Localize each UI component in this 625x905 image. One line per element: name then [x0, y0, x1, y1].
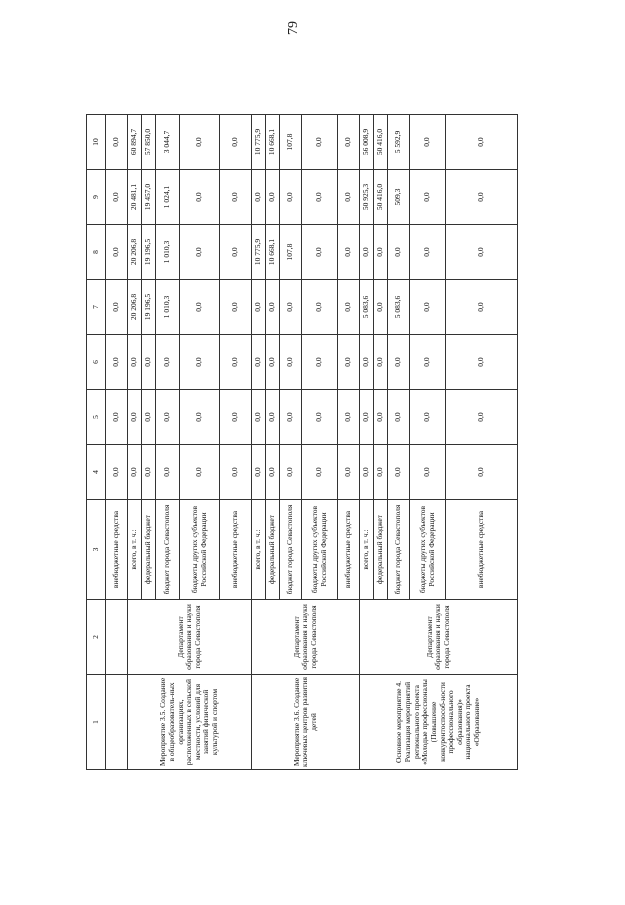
amount-cell: 0,0 [280, 335, 302, 390]
amount-cell: 56 008,9 [360, 115, 374, 170]
funding-source-cell: федеральный бюджет [374, 500, 388, 600]
amount-cell: 0,0 [128, 445, 142, 500]
amount-cell: 0,0 [374, 390, 388, 445]
table-row [128, 115, 142, 770]
amount-cell: 57 850,0 [142, 115, 156, 170]
amount-cell: 0,0 [106, 115, 128, 170]
amount-cell: 0,0 [360, 225, 374, 280]
amount-cell: 50 416,0 [374, 115, 388, 170]
amount-cell: 0,0 [280, 170, 302, 225]
amount-cell: 0,0 [388, 335, 410, 390]
amount-cell: 0,0 [446, 115, 518, 170]
col-header: 5 [87, 390, 106, 445]
executor-cell: Департамент образования и науки города Севастополя [252, 600, 360, 675]
col-header: 1 [87, 675, 106, 770]
amount-cell: 0,0 [156, 390, 180, 445]
amount-cell: 0,0 [410, 170, 446, 225]
col-header: 7 [87, 280, 106, 335]
amount-cell: 10 668,1 [266, 225, 280, 280]
funding-source-cell: внебюджетные средства [106, 500, 128, 600]
amount-cell: 0,0 [156, 445, 180, 500]
amount-cell: 1 010,3 [156, 225, 180, 280]
amount-cell: 0,0 [252, 445, 266, 500]
table-row [360, 115, 374, 770]
amount-cell: 0,0 [156, 335, 180, 390]
amount-cell: 0,0 [142, 445, 156, 500]
amount-cell: 10 668,1 [266, 115, 280, 170]
amount-cell: 20 206,8 [128, 280, 142, 335]
amount-cell: 107,8 [280, 225, 302, 280]
amount-cell: 0,0 [302, 170, 338, 225]
amount-cell: 10 775,9 [252, 225, 266, 280]
amount-cell: 0,0 [410, 225, 446, 280]
amount-cell: 0,0 [302, 335, 338, 390]
amount-cell: 19 196,5 [142, 280, 156, 335]
amount-cell: 0,0 [128, 335, 142, 390]
page-number: 79 [286, 21, 301, 35]
amount-cell: 50 416,0 [374, 170, 388, 225]
amount-cell: 0,0 [252, 280, 266, 335]
amount-cell: 0,0 [180, 335, 220, 390]
col-header: 3 [87, 500, 106, 600]
amount-cell: 0,0 [374, 225, 388, 280]
amount-cell: 0,0 [266, 170, 280, 225]
amount-cell: 0,0 [338, 280, 360, 335]
amount-cell: 0,0 [280, 445, 302, 500]
amount-cell: 0,0 [220, 115, 252, 170]
amount-cell: 0,0 [446, 445, 518, 500]
amount-cell: 0,0 [302, 115, 338, 170]
col-header: 4 [87, 445, 106, 500]
amount-cell: 0,0 [180, 445, 220, 500]
amount-cell: 0,0 [388, 445, 410, 500]
funding-source-cell: внебюджетные средства [220, 500, 252, 600]
amount-cell: 509,3 [388, 170, 410, 225]
event-cell: Мероприятие 3.5. Создание в общеобразователь-ных организациях, расположенных в сельской местности, условий для занятий физической культурой и спортом [128, 675, 252, 770]
amount-cell: 0,0 [374, 335, 388, 390]
amount-cell: 19 196,5 [142, 225, 156, 280]
amount-cell: 0,0 [446, 225, 518, 280]
table-row [106, 115, 128, 770]
amount-cell: 0,0 [338, 225, 360, 280]
amount-cell: 0,0 [302, 280, 338, 335]
amount-cell: 0,0 [266, 280, 280, 335]
amount-cell: 0,0 [374, 445, 388, 500]
col-header: 8 [87, 225, 106, 280]
amount-cell: 0,0 [338, 390, 360, 445]
amount-cell: 1 024,1 [156, 170, 180, 225]
amount-cell: 0,0 [388, 390, 410, 445]
col-header: 2 [87, 600, 106, 675]
amount-cell: 0,0 [180, 280, 220, 335]
event-cell-continued [106, 675, 128, 770]
amount-cell: 20 481,1 [128, 170, 142, 225]
amount-cell: 0,0 [180, 390, 220, 445]
executor-cell: Департамент образования и науки города Севастополя [128, 600, 252, 675]
table-row [252, 115, 266, 770]
budget-table [86, 114, 518, 770]
amount-cell: 0,0 [180, 170, 220, 225]
funding-source-cell: всего, в т. ч.: [128, 500, 142, 600]
amount-cell: 0,0 [338, 335, 360, 390]
amount-cell: 0,0 [410, 115, 446, 170]
amount-cell: 60 894,7 [128, 115, 142, 170]
col-header: 10 [87, 115, 106, 170]
funding-source-cell: федеральный бюджет [142, 500, 156, 600]
amount-cell: 3 044,7 [156, 115, 180, 170]
amount-cell: 0,0 [220, 170, 252, 225]
amount-cell: 0,0 [220, 390, 252, 445]
event-cell: Мероприятие 3.6. Создание ключевых центров развития детей [252, 675, 360, 770]
amount-cell: 0,0 [220, 225, 252, 280]
amount-cell: 0,0 [410, 445, 446, 500]
amount-cell: 0,0 [252, 335, 266, 390]
amount-cell: 0,0 [106, 170, 128, 225]
amount-cell: 0,0 [410, 335, 446, 390]
amount-cell: 0,0 [410, 280, 446, 335]
amount-cell: 0,0 [360, 335, 374, 390]
amount-cell: 1 010,3 [156, 280, 180, 335]
amount-cell: 0,0 [388, 225, 410, 280]
amount-cell: 0,0 [280, 390, 302, 445]
amount-cell: 0,0 [374, 280, 388, 335]
amount-cell: 5 592,9 [388, 115, 410, 170]
amount-cell: 0,0 [280, 280, 302, 335]
amount-cell: 0,0 [446, 280, 518, 335]
funding-source-cell: внебюджетные средства [446, 500, 518, 600]
amount-cell: 107,8 [280, 115, 302, 170]
amount-cell: 0,0 [302, 225, 338, 280]
amount-cell: 0,0 [106, 390, 128, 445]
amount-cell: 0,0 [266, 445, 280, 500]
table-body [87, 115, 518, 770]
funding-source-cell: всего, в т. ч.: [252, 500, 266, 600]
amount-cell: 0,0 [302, 390, 338, 445]
amount-cell: 0,0 [142, 335, 156, 390]
amount-cell: 0,0 [446, 335, 518, 390]
funding-source-cell: всего, в т. ч.: [360, 500, 374, 600]
amount-cell: 0,0 [410, 390, 446, 445]
funding-source-cell: бюджеты других субъектов Российской Федерации [302, 500, 338, 600]
funding-source-cell: бюджеты других субъектов Российской Федерации [410, 500, 446, 600]
amount-cell: 10 775,9 [252, 115, 266, 170]
amount-cell: 0,0 [266, 335, 280, 390]
amount-cell: 0,0 [106, 335, 128, 390]
funding-source-cell: внебюджетные средства [338, 500, 360, 600]
amount-cell: 0,0 [266, 390, 280, 445]
amount-cell: 0,0 [106, 225, 128, 280]
amount-cell: 0,0 [446, 170, 518, 225]
amount-cell: 0,0 [360, 390, 374, 445]
amount-cell: 0,0 [106, 280, 128, 335]
funding-source-cell: бюджет города Севастополя [156, 500, 180, 600]
amount-cell: 0,0 [360, 445, 374, 500]
amount-cell: 0,0 [338, 445, 360, 500]
amount-cell: 0,0 [338, 115, 360, 170]
amount-cell: 0,0 [106, 445, 128, 500]
amount-cell: 5 083,6 [388, 280, 410, 335]
amount-cell: 0,0 [446, 390, 518, 445]
amount-cell: 0,0 [252, 170, 266, 225]
amount-cell: 5 083,6 [360, 280, 374, 335]
col-header: 9 [87, 170, 106, 225]
amount-cell: 0,0 [180, 225, 220, 280]
amount-cell: 0,0 [142, 390, 156, 445]
amount-cell: 0,0 [252, 390, 266, 445]
amount-cell: 0,0 [220, 280, 252, 335]
funding-source-cell: бюджеты других субъектов Российской Федерации [180, 500, 220, 600]
header-row [87, 115, 106, 770]
amount-cell: 19 457,0 [142, 170, 156, 225]
executor-cell: Департамент образования и науки города Севастополя [360, 600, 518, 675]
col-header: 6 [87, 335, 106, 390]
event-cell: Основное мероприятие 4. Реализация мероприятий регионального проекта «Молодые профессионалы (Повышение конкурентоспособ-ности профессионального образования)» национального проекта «Образование» [360, 675, 518, 770]
amount-cell: 50 925,3 [360, 170, 374, 225]
amount-cell: 0,0 [180, 115, 220, 170]
amount-cell: 0,0 [338, 170, 360, 225]
amount-cell: 0,0 [302, 445, 338, 500]
amount-cell: 0,0 [128, 390, 142, 445]
executor-cell-continued [106, 600, 128, 675]
amount-cell: 0,0 [220, 335, 252, 390]
funding-source-cell: бюджет города Севастополя [280, 500, 302, 600]
amount-cell: 20 206,8 [128, 225, 142, 280]
funding-source-cell: бюджет города Севастополя [388, 500, 410, 600]
funding-source-cell: федеральный бюджет [266, 500, 280, 600]
amount-cell: 0,0 [220, 445, 252, 500]
